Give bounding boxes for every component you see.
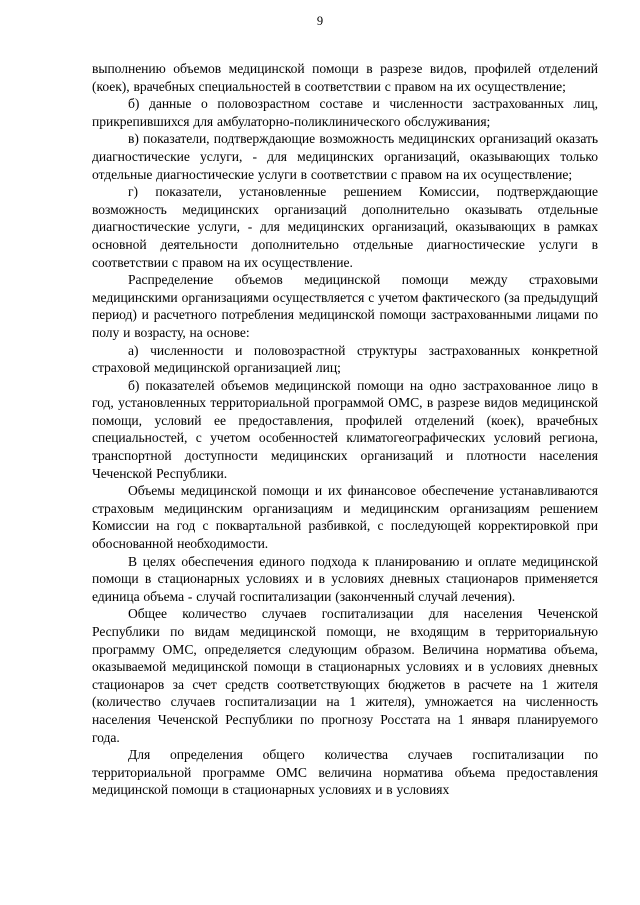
paragraph: В целях обеспечения единого подхода к планированию и оплате медицинской помощи в стационарных условиях и в условиях дневных стационаров применяется единица объема - случай госпитализации (законченный случай лечения). — [92, 553, 598, 604]
paragraph: Общее количество случаев госпитализации для населения Чеченской Республики по видам медицинской помощи, не входящим в территориальную программу ОМС, определяется следующим образом. Величина норматива объема, оказываемой медицинской помощи в стационарных условиях и в условиях дневных стационаров за счет средств соответствующих бюджетов в расчете на 1 жителя (количество случаев госпитализации на 1 жителя), умножается на численность населения Чеченской Республики по прогнозу Росстата на 1 января планируемого года. — [92, 606, 598, 745]
paragraph: б) данные о половозрастном составе и численности застрахованных лиц, прикрепившихся для амбулаторно-поликлинического обслуживания; — [92, 96, 598, 129]
page-number: 9 — [316, 14, 324, 28]
paragraph: Распределение объемов медицинской помощи между страховыми медицинскими организациями осуществляется с учетом фактического (за предыдущий период) и расчетного потребления медицинской помощи застрахованными лицами по полу и возрасту, на основе: — [92, 272, 598, 340]
paragraph: г) показатели, установленные решением Комиссии, подтверждающие возможность медицинских организаций дополнительно оказывать отдельные диагностические услуги, - для медицинских организаций, оказывающих в рамках основной деятельности дополнительно отдельные диагностические услуги в соответствии с правом на их осуществление. — [92, 184, 598, 270]
paragraph: Объемы медицинской помощи и их финансовое обеспечение устанавливаются страховым медицинским организациям и медицинским организациям решением Комиссии на год с поквартальной разбивкой, с последующей корректировкой при обоснованной необходимости. — [92, 483, 598, 552]
paragraph: Для определения общего количества случаев госпитализации по территориальной программе ОМС величина норматива объема предоставления медицинской помощи в стационарных условиях и в условиях — [92, 747, 598, 798]
paragraph: выполнению объемов медицинской помощи в разрезе видов, профилей отделений (коек), врачебных специальностей в соответствии с правом на их осуществление; — [92, 61, 598, 94]
paragraph: в) показатели, подтверждающие возможность медицинских организаций оказать диагностические услуги, - для медицинских организаций, оказывающих только отдельные диагностические услуги в соответствии с правом на их осуществление; — [92, 131, 598, 182]
paragraph: б) показателей объемов медицинской помощи на одно застрахованное лицо в год, установленных территориальной программой ОМС, в разрезе видов медицинской помощи, условий ее предоставления, профилей отделений (коек), врачебных специальностей, с учетом особенностей климатогеографических условий региона, транспортной доступности медицинских организаций и плотности населения Чеченской Республики. — [92, 377, 598, 481]
paragraph: а) численности и половозрастной структуры застрахованных конкретной страховой медицинской организацией лиц; — [92, 342, 598, 376]
document-body — [92, 60, 598, 799]
